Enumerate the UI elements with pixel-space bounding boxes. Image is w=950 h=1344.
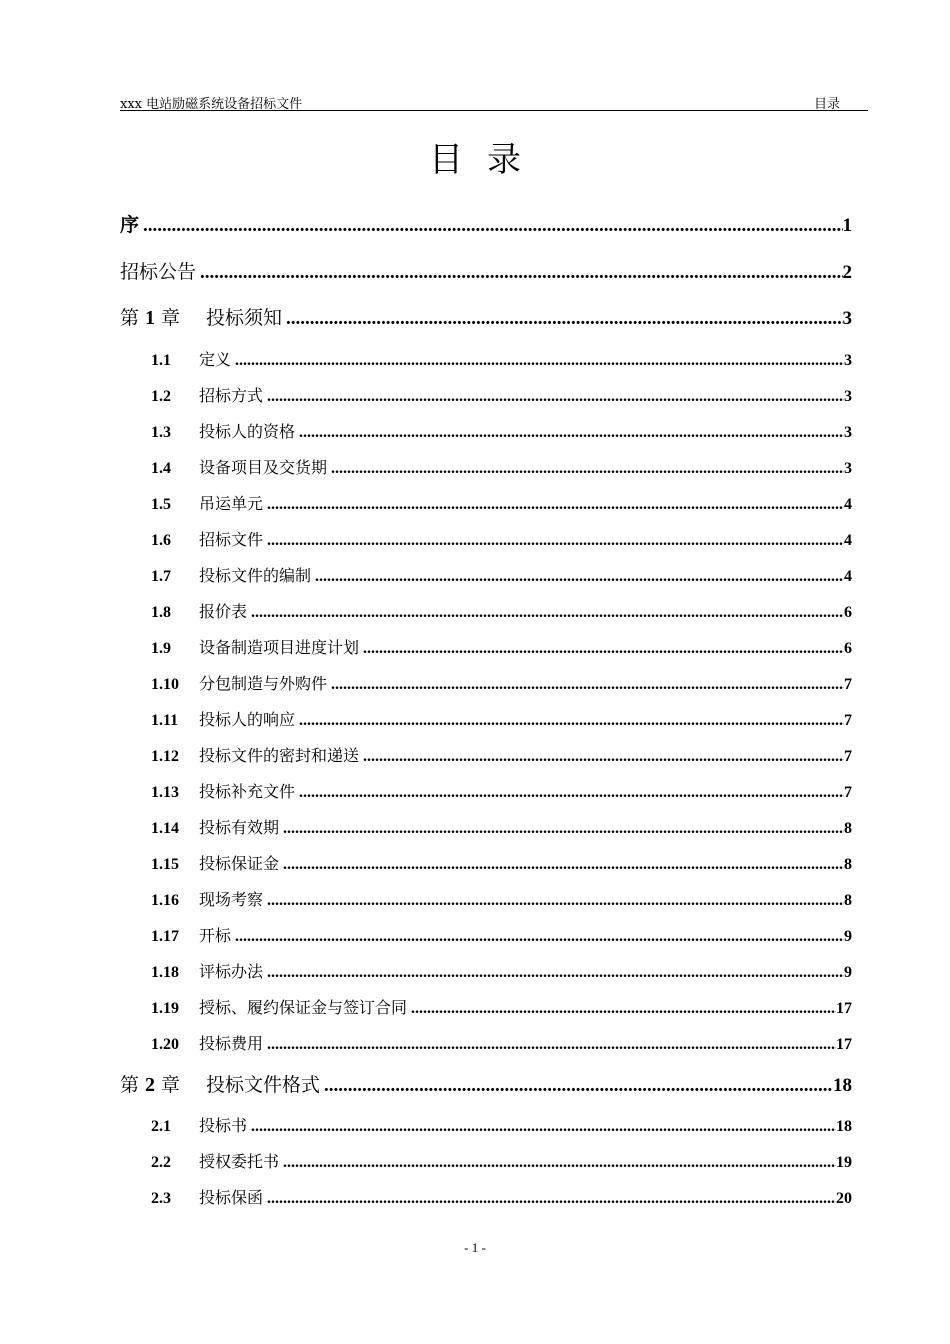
toc-entry-label: 招标文件: [199, 529, 264, 549]
toc-section-entry[interactable]: [120, 954, 852, 990]
toc-entry-label: 定义: [199, 349, 232, 369]
toc-section-number: 1.20: [151, 1035, 179, 1053]
toc-chapter-number: 2: [145, 1073, 156, 1096]
toc-entry-label: 授权委托书: [199, 1152, 280, 1171]
toc-section-entry[interactable]: [120, 486, 852, 522]
page-title: 目录: [429, 140, 545, 180]
toc-page-number: 7: [844, 711, 852, 729]
toc-page-number: 6: [844, 603, 852, 621]
toc-dot-leader: [267, 883, 844, 919]
toc-page-number: 1: [842, 215, 852, 236]
toc-section-number: 1.16: [151, 891, 179, 909]
toc-entry-label: 授标、履约保证金与签订合同: [199, 997, 408, 1017]
toc-page-number: 17: [836, 1035, 852, 1053]
toc-chapter-entry[interactable]: [120, 295, 852, 342]
page-number: - 1 -: [464, 1240, 486, 1255]
toc-dot-leader: [200, 250, 842, 297]
toc-section-number: 1.6: [151, 531, 171, 549]
toc-section-number: 1.11: [151, 711, 179, 729]
toc-section-entry[interactable]: [120, 1026, 852, 1062]
toc-entry-label: 投标保证金: [199, 853, 280, 873]
toc-page-number: 4: [844, 567, 852, 585]
toc-section-number: 1.10: [151, 675, 179, 693]
toc-section-entry[interactable]: [120, 990, 852, 1026]
toc-dot-leader: [283, 847, 844, 883]
toc-section-number: 2.2: [151, 1154, 171, 1171]
toc-entry-label: 投标须知: [206, 307, 283, 329]
toc-section-number: 1.7: [151, 567, 171, 585]
toc-dot-leader: [267, 523, 844, 559]
toc-section-number: 2.1: [151, 1118, 171, 1135]
toc-section-number: 1.9: [151, 639, 171, 657]
toc-entry-label: 投标书: [199, 1116, 248, 1135]
toc-section-number: 1.3: [151, 423, 171, 441]
toc-entry-label: 招标方式: [199, 385, 264, 405]
toc-dot-leader: [235, 919, 844, 955]
toc-dot-leader: [283, 1145, 836, 1181]
toc-entry-label: 现场考察: [199, 889, 264, 909]
toc-page-number: 6: [844, 639, 852, 657]
toc-dot-leader: [411, 991, 836, 1027]
toc-page-number: 3: [844, 423, 852, 441]
toc-section-entry[interactable]: [120, 378, 852, 414]
toc-chapter-prefix: 第: [120, 307, 140, 329]
toc-dot-leader: [315, 559, 844, 595]
toc-section-entry[interactable]: [120, 1108, 852, 1144]
toc-chapter-entry[interactable]: [120, 1062, 852, 1109]
toc-entry-label: 投标文件的编制: [199, 565, 312, 585]
toc-section-number: 1.4: [151, 459, 171, 477]
toc-page-number: 7: [844, 783, 852, 801]
toc-section-entry[interactable]: [120, 1180, 852, 1216]
toc-entry-label: 投标人的响应: [199, 709, 296, 729]
toc-dot-leader: [299, 415, 844, 451]
toc-page-number: 3: [844, 351, 852, 369]
toc-entry-label: 投标人的资格: [199, 421, 296, 441]
toc-page-number: 8: [844, 891, 852, 909]
toc-section-entry[interactable]: [120, 882, 852, 918]
toc-dot-leader: [331, 451, 844, 487]
toc-page-number: 17: [836, 999, 852, 1017]
toc-dot-leader: [363, 631, 844, 667]
toc-page-number: 4: [844, 531, 852, 549]
toc-dot-leader: [235, 343, 844, 379]
toc-dot-leader: [267, 1027, 836, 1063]
toc-dot-leader: [267, 1181, 836, 1217]
toc-section-entry[interactable]: [120, 774, 852, 810]
toc-chapter-suffix: 章: [161, 307, 181, 329]
toc-section-number: 1.5: [151, 495, 171, 513]
toc-entry-label: 投标补充文件: [199, 781, 296, 801]
toc-chapter-number: 1: [145, 307, 156, 329]
toc-chapter-prefix: 第: [120, 1073, 140, 1096]
toc-dot-leader: [331, 667, 844, 703]
toc-section-entry[interactable]: [120, 738, 852, 774]
toc-entry-label: 分包制造与外购件: [199, 673, 328, 693]
toc-page-number: 8: [844, 855, 852, 873]
toc-dot-leader: [283, 811, 844, 847]
toc-section-entry[interactable]: [120, 342, 852, 378]
toc-section-number: 1.1: [151, 351, 171, 369]
toc-page-number: 8: [844, 819, 852, 837]
toc-section-entry[interactable]: [120, 846, 852, 882]
toc-dot-leader: [299, 775, 844, 811]
toc-dot-leader: [267, 379, 844, 415]
toc-section-number: 1.8: [151, 603, 171, 621]
toc-page-number: 2: [842, 261, 852, 283]
toc-dot-leader: [299, 703, 844, 739]
toc-entry-label: 设备项目及交货期: [199, 457, 328, 477]
toc-chapter-entry[interactable]: [120, 202, 852, 249]
toc-entry-label: 开标: [199, 925, 232, 945]
toc-entry-label: 投标文件格式: [206, 1073, 321, 1096]
toc-entry-label: 吊运单元: [199, 493, 264, 513]
toc-page-number: 20: [836, 1190, 852, 1207]
toc-section-entry[interactable]: [120, 810, 852, 846]
toc-dot-leader: [251, 595, 844, 631]
running-header: [120, 92, 868, 111]
table-of-contents: [120, 202, 852, 1216]
toc-dot-leader: [324, 1063, 833, 1110]
toc-section-number: 1.13: [151, 783, 179, 801]
toc-entry-label: 序: [120, 214, 140, 236]
toc-entry-label: 投标文件的密封和递送: [199, 745, 360, 765]
toc-dot-leader: [267, 955, 844, 991]
toc-section-entry[interactable]: [120, 1144, 852, 1180]
toc-dot-leader: [267, 487, 844, 523]
toc-dot-leader: [143, 203, 842, 250]
toc-section-entry[interactable]: [120, 594, 852, 630]
toc-dot-leader: [251, 1109, 836, 1145]
toc-page-number: 7: [844, 675, 852, 693]
toc-section-number: 1.14: [151, 819, 179, 837]
toc-page-number: 9: [844, 927, 852, 945]
toc-page-number: 3: [844, 459, 852, 477]
toc-entry-label: 设备制造项目进度计划: [199, 637, 360, 657]
toc-section-number: 1.17: [151, 927, 179, 945]
toc-entry-label: 招标公告: [120, 260, 197, 283]
toc-section-entry[interactable]: [120, 918, 852, 954]
toc-section-entry[interactable]: [120, 666, 852, 702]
toc-section-entry[interactable]: [120, 702, 852, 738]
toc-chapter-suffix: 章: [161, 1073, 181, 1096]
toc-entry-label: 投标保函: [199, 1188, 264, 1207]
toc-page-number: 4: [844, 495, 852, 513]
toc-page-number: 3: [844, 387, 852, 405]
toc-page-number: 3: [842, 308, 852, 329]
toc-section-number: 1.12: [151, 747, 179, 765]
toc-section-number: 1.19: [151, 999, 179, 1017]
toc-chapter-entry[interactable]: [120, 249, 852, 296]
toc-entry-label: 评标办法: [199, 961, 264, 981]
toc-section-entry[interactable]: [120, 414, 852, 450]
toc-section-number: 2.3: [151, 1190, 171, 1207]
toc-dot-leader: [363, 739, 844, 775]
toc-page-number: 7: [844, 747, 852, 765]
header-section-name: 目录: [813, 97, 840, 112]
header-document-title: xxx 电站励磁系统设备招标文件: [120, 97, 303, 112]
toc-section-entry[interactable]: [120, 630, 852, 666]
toc-page-number: 18: [833, 1074, 852, 1096]
toc-entry-label: 投标有效期: [199, 817, 280, 837]
toc-section-number: 1.18: [151, 963, 179, 981]
toc-section-number: 1.2: [151, 387, 171, 405]
toc-entry-label: 投标费用: [199, 1033, 264, 1053]
toc-entry-label: 报价表: [199, 601, 248, 621]
toc-section-entry[interactable]: [120, 558, 852, 594]
toc-section-entry[interactable]: [120, 450, 852, 486]
toc-dot-leader: [286, 296, 842, 343]
toc-page-number: 9: [844, 963, 852, 981]
toc-section-entry[interactable]: [120, 522, 852, 558]
toc-section-number: 1.15: [151, 855, 179, 873]
toc-page-number: 19: [836, 1154, 852, 1171]
toc-page-number: 18: [836, 1118, 852, 1135]
